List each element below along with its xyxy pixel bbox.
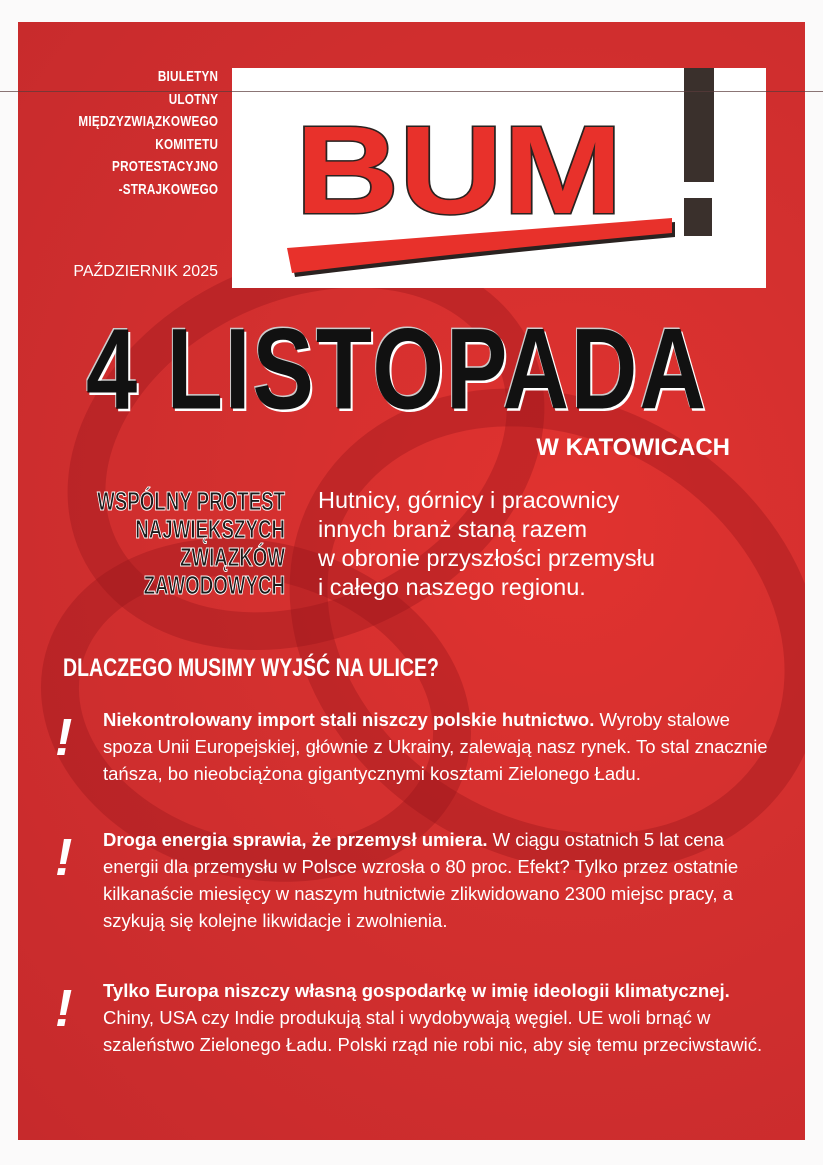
reason-text: [103, 706, 783, 787]
tagline-line: NAJWIĘKSZYCH: [135, 514, 285, 544]
masthead-line: PROTESTACYJNO: [111, 158, 218, 175]
section-heading: DLACZEGO MUSIMY WYJŚĆ NA ULICE?: [63, 654, 439, 682]
tagline-line: ZAWODOWYCH: [143, 570, 285, 600]
tagline-line: WSPÓLNY PROTEST: [97, 486, 285, 516]
reason-body: Wyroby stalowe spoza Unii Europejskiej, głównie z Ukrainy, zalewają nasz rynek. To stal znacznie tańsza, bo nieobciążona gigantycznymi kosztami Zielonego Ładu.: [103, 709, 768, 784]
reason-title: Tylko Europa niszczy własną gospodarkę w imię ideologii klimatycznej.: [103, 980, 730, 1001]
exclamation-icon: !: [55, 829, 73, 887]
reason-title: Niekontrolowany import stali niszczy polskie hutnictwo.: [103, 709, 595, 730]
reason-text: [103, 977, 783, 1058]
masthead-publisher: [78, 66, 218, 201]
bum-logo-graphic: [232, 68, 766, 288]
intro-line: innych branż staną razem: [318, 516, 588, 542]
reason-body: W ciągu ostatnich 5 lat cena energii dla przemysłu w Polsce wzrosła o 80 proc. Efekt? Tylko przez ostatnie kilkanaście miesięcy w naszym hutnictwie zlikwidowano 2300 miejsc pracy, a szykują się kolejne likwidacje i zwolnienia.: [103, 829, 739, 931]
issue-date: PAŹDZIERNIK 2025: [73, 263, 218, 280]
intro-line: w obronie przyszłości przemysłu: [318, 545, 655, 571]
masthead-line: -STRAJKOWEGO: [118, 180, 218, 198]
masthead-line: BIULETYN: [157, 68, 218, 85]
reason-title: Droga energia sprawia, że przemysł umiera.: [103, 829, 488, 850]
intro-line: i całego naszego regionu.: [318, 574, 586, 600]
svg-text:BUM: BUM: [295, 99, 623, 240]
intro-line: Hutnicy, górnicy i pracownicy: [318, 487, 620, 513]
masthead-line: MIĘDZYZWIĄZKOWEGO: [78, 113, 218, 130]
reason-body: Chiny, USA czy Indie produkują stal i wydobywają węgiel. UE woli brnąć w szaleństwo Zielonego Ładu. Polski rząd nie robi nic, aby się temu przeciwstawić.: [103, 1007, 763, 1055]
exclamation-icon: !: [55, 980, 73, 1038]
tagline-line: ZWIĄZKÓW: [179, 542, 285, 572]
protest-intro: [318, 486, 655, 602]
masthead-line: ULOTNY: [168, 90, 218, 108]
masthead-line: KOMITETU: [155, 135, 218, 153]
bum-logo: [232, 68, 766, 288]
headline-location: W KATOWICACH: [536, 434, 730, 461]
protest-tagline: [97, 487, 285, 599]
reason-text: [103, 826, 783, 934]
exclamation-icon: !: [55, 709, 73, 767]
headline-date: 4 LISTOPADA: [86, 305, 708, 434]
